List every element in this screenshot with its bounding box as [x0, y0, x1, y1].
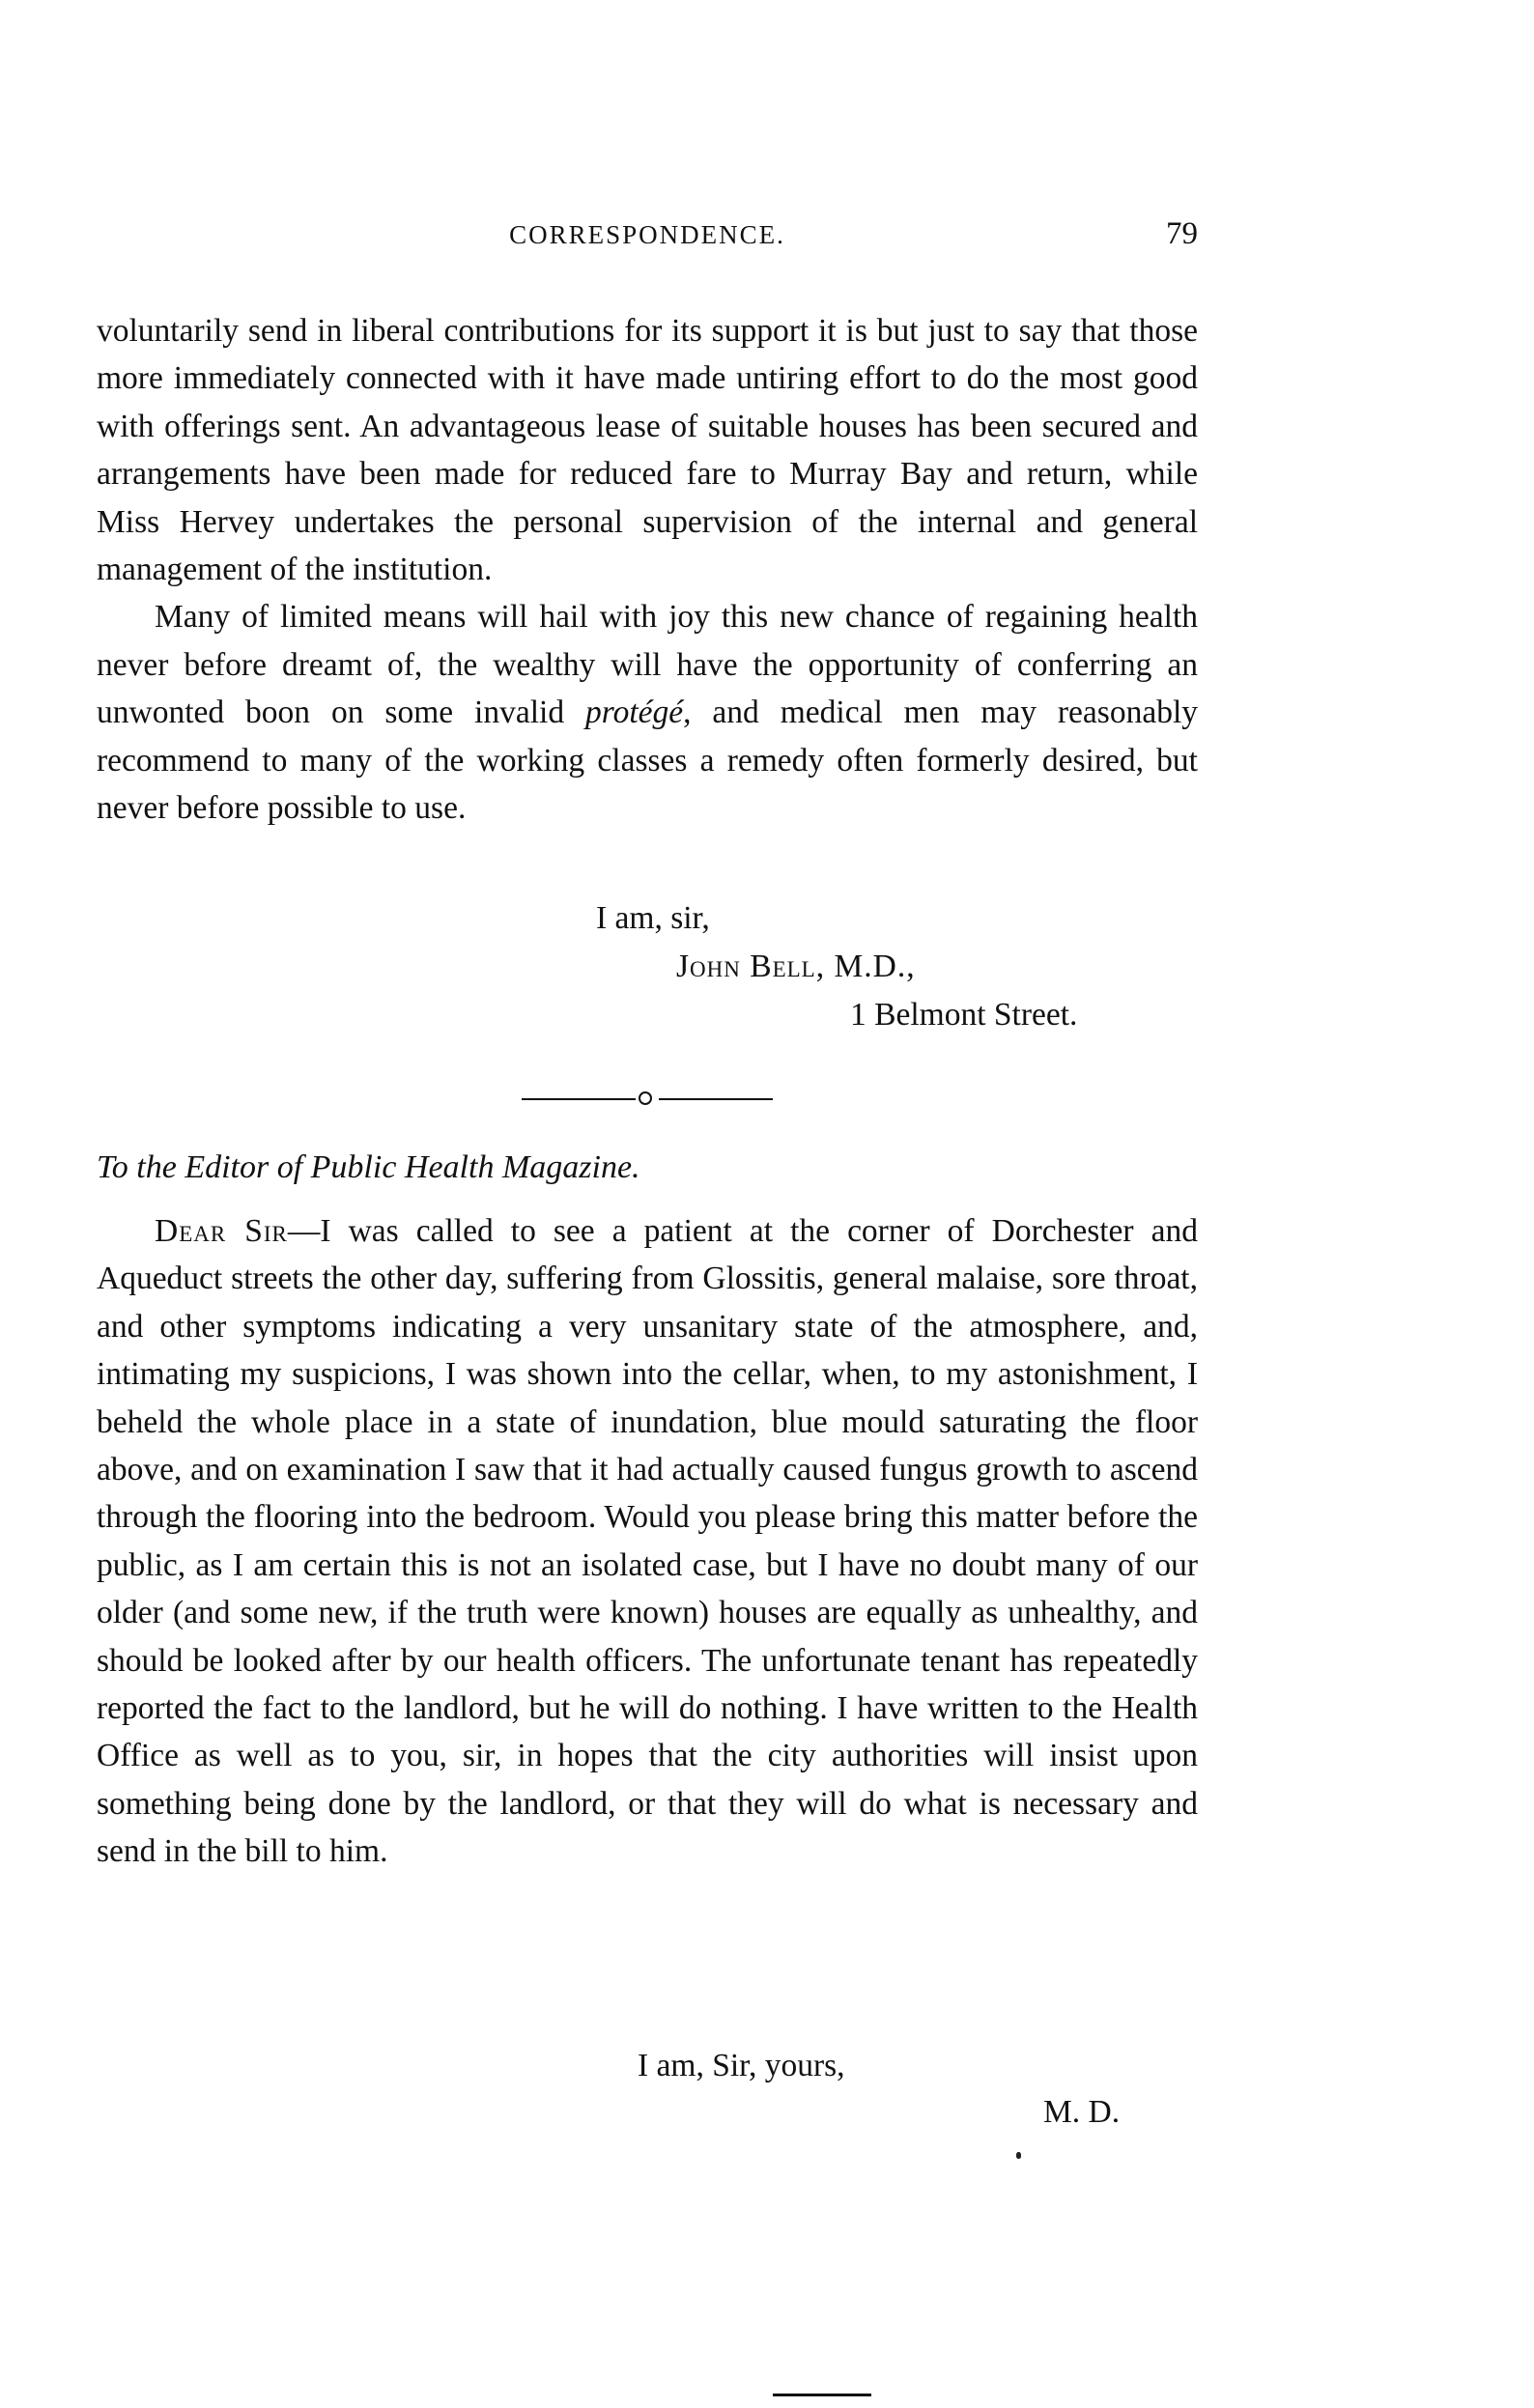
italic-word: protégé — [585, 694, 684, 731]
first-letter-paragraph — [97, 593, 1198, 832]
divider-ornament — [639, 1091, 652, 1105]
running-title: CORRESPONDENCE. — [509, 220, 785, 249]
page-number: 79 — [1166, 216, 1198, 251]
paragraph-text: —I was called to see a patient at the corner of Dorchester and Aqueduct streets the other day, suffering from Glossitis, general malaise, sore throat, and other symptoms indicating a very unsanitary state of the atmosphere, and, intimating my suspicions, I was shown into the cellar, when, to my astonishment, I beheld the whole place in a state of inundation, blue mould saturating the floor above, and on examination I saw that it had actually caused fungus growth to ascend through the flooring into the bedroom. Would you please bring this matter before the public, as I am certain this is not an isolated case, but I have no doubt many of our older (and some new, if the truth were known) houses are equally as unhealthy, and should be looked after by our health officers. The unfortunate tenant has repeatedly reported the fact to the landlord, but he will do nothing. I have written to the Health Office as well as to you, sir, in hopes that the city authorities will insist upon something being done by the landlord, or that they will do what is necessary and send in the bill to him. — [97, 1213, 1199, 1870]
first-letter-address: 1 Belmont Street. — [850, 997, 1078, 1033]
divider-rule — [659, 1098, 773, 1100]
second-letter-paragraph — [97, 1207, 1198, 1876]
second-letter-signature: M. D. — [1043, 2094, 1121, 2130]
ink-speck — [1016, 2152, 1021, 2159]
second-letter-closing: I am, Sir, yours, — [638, 2048, 845, 2083]
salutation: Dear Sir — [155, 1213, 288, 1249]
running-head — [97, 216, 1198, 259]
bottom-rule — [773, 2394, 871, 2396]
paragraph-text: , and medical men may reasonably recommend to many of the working classes a remedy often formerly desired, but never before possible to use. — [97, 694, 1199, 827]
paragraph-text: Many of limited means will hail with joy this new chance of regaining health never before dreamt of, the wealthy will have the opportunity of conferring an unwonted boon on some invalid — [97, 599, 1198, 731]
letter-heading: To the Editor of Public Health Magazine. — [97, 1149, 640, 1185]
first-letter-body — [97, 307, 1198, 832]
first-letter-closing: I am, sir, — [596, 900, 710, 936]
divider-rule — [522, 1098, 636, 1100]
second-letter-body — [97, 1207, 1198, 1876]
first-letter-signature: John Bell, M.D., — [676, 949, 916, 984]
first-letter-paragraph: voluntarily send in liberal contributions for its support it is but just to say that those more immediately connected with it have made untiring effort to do the most good with offerings sent. An advantageous lease of suitable houses has been secured and arrangements have been made for reduced fare to Murray Bay and return, while Miss Hervey undertakes the personal supervision of the internal and general management of the institution. — [97, 313, 1198, 588]
section-divider — [522, 1090, 773, 1109]
